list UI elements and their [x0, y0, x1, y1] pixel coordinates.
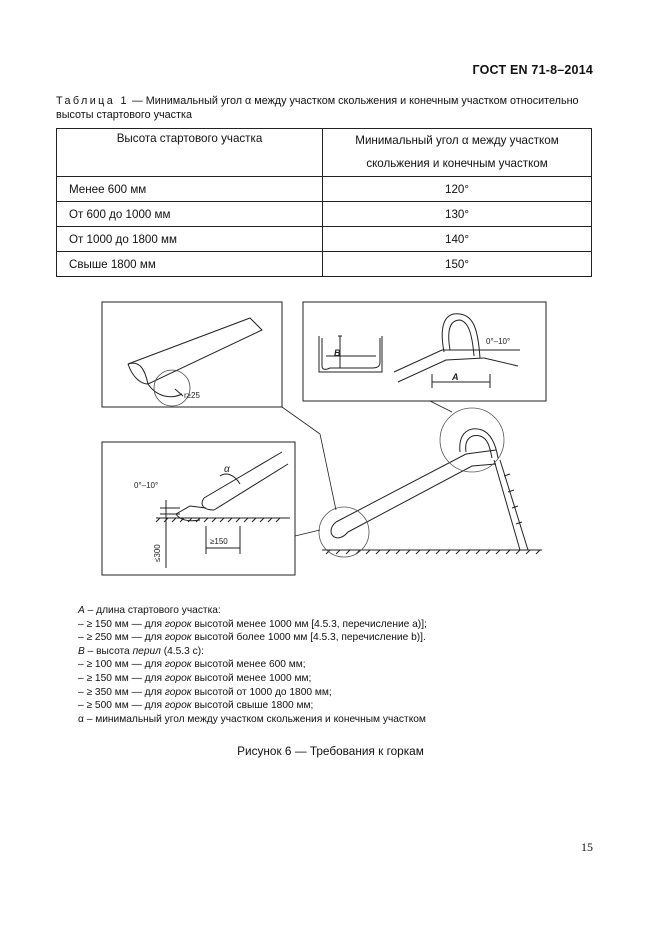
slide-drawing	[100, 300, 550, 580]
legend-text: (4.5.3 c):	[160, 645, 204, 657]
column-header-height: Высота стартового участка	[57, 129, 323, 177]
legend-line-alpha: α – минимальный угол между участком скольжения и конечным участком	[78, 713, 426, 725]
legend-line-b	[78, 645, 598, 659]
legend-symbol-b: B	[78, 645, 85, 657]
legend-text: высотой менее 600 мм;	[191, 659, 306, 671]
angle-cell: 130°	[323, 202, 592, 227]
legend-text: – длина стартового участка:	[84, 605, 221, 616]
angle-cell: 120°	[323, 177, 592, 202]
table-caption-text: — Минимальный угол α между участком скольжения и конечным участком относительно высоты стартового участка	[56, 95, 579, 121]
angle-label: α	[224, 464, 230, 475]
table-row	[57, 227, 592, 252]
legend-text: высотой более 1000 мм [4.5.3, перечисление b)].	[191, 632, 426, 644]
end-section-detail	[156, 452, 290, 568]
rail-height-label: B	[334, 348, 341, 358]
legend-text: – высота	[84, 645, 133, 657]
legend-line-b4	[78, 699, 598, 713]
legend-text: высотой менее 1000 мм [4.5.3, перечисление a)];	[191, 618, 427, 630]
legend-text: – ≥ 100 мм — для	[78, 659, 165, 671]
rail-cross-section	[319, 336, 382, 372]
table-caption	[56, 94, 594, 122]
legend-text: – ≥ 500 мм — для	[78, 700, 165, 712]
figure-caption: Рисунок 6 — Требования к горкам	[237, 744, 424, 758]
standard-code: ГОСТ EN 71-8–2014	[472, 63, 593, 77]
legend-text: – ≥ 250 мм — для	[78, 632, 165, 644]
legend-term: горок	[164, 700, 192, 712]
legend-text: высотой от 1000 до 1800 мм;	[191, 686, 332, 698]
slide-edge-detail	[128, 318, 262, 397]
legend-line-a1	[78, 618, 598, 632]
legend-term: перил	[132, 645, 161, 657]
leader-edge	[282, 407, 320, 434]
height-cell: Свыше 1800 мм	[57, 252, 323, 277]
legend-text: высотой менее 1000 мм;	[191, 672, 312, 684]
legend-symbol-a: A	[78, 605, 85, 616]
angle-cell: 150°	[323, 252, 592, 277]
height-angle-table	[56, 128, 592, 277]
end-height-label: ≤300	[153, 544, 162, 562]
legend-text: – ≥ 350 мм — для	[78, 686, 165, 698]
main-slide	[322, 429, 542, 554]
radius-label: r≥25	[184, 391, 200, 400]
legend-text: – ≥ 150 мм — для	[78, 672, 165, 684]
legend-line-a2	[78, 631, 598, 645]
slope-bottom-label: 0°–10°	[134, 481, 159, 490]
legend-term: горок	[164, 686, 192, 698]
page-number: 15	[581, 840, 593, 854]
table-row	[57, 252, 592, 277]
height-cell: От 1000 до 1800 мм	[57, 227, 323, 252]
start-length-label: A	[452, 372, 459, 382]
legend-line-b1	[78, 658, 598, 672]
legend-line-b3	[78, 686, 598, 700]
legend-term: горок	[164, 618, 192, 630]
table-row	[57, 202, 592, 227]
table-header-row	[57, 129, 592, 177]
detail-circle-edge	[154, 370, 190, 406]
legend-text: – ≥ 150 мм — для	[78, 618, 165, 630]
legend-term: горок	[164, 672, 192, 684]
leader-start	[430, 401, 452, 412]
height-cell: От 600 до 1000 мм	[57, 202, 323, 227]
detail-circle-start	[440, 408, 504, 472]
leader-end	[295, 530, 320, 536]
legend-text: высотой свыше 1800 мм;	[191, 700, 314, 712]
slide-requirements-figure	[100, 300, 550, 580]
angle-cell: 140°	[323, 227, 592, 252]
figure-legend	[78, 604, 598, 726]
height-cell: Менее 600 мм	[57, 177, 323, 202]
legend-term: горок	[164, 632, 192, 644]
legend-line-b2	[78, 672, 598, 686]
end-length-label: ≥150	[210, 537, 228, 546]
table-label: Таблица 1	[56, 95, 129, 107]
leader-edge-to-circle	[320, 434, 336, 510]
slope-top-label: 0°–10°	[486, 337, 511, 346]
legend-term: горок	[164, 659, 192, 671]
column-header-angle: Минимальный угол α между участком скольжения и конечным участком	[323, 129, 592, 177]
legend-line-a	[78, 604, 598, 618]
table-row	[57, 177, 592, 202]
